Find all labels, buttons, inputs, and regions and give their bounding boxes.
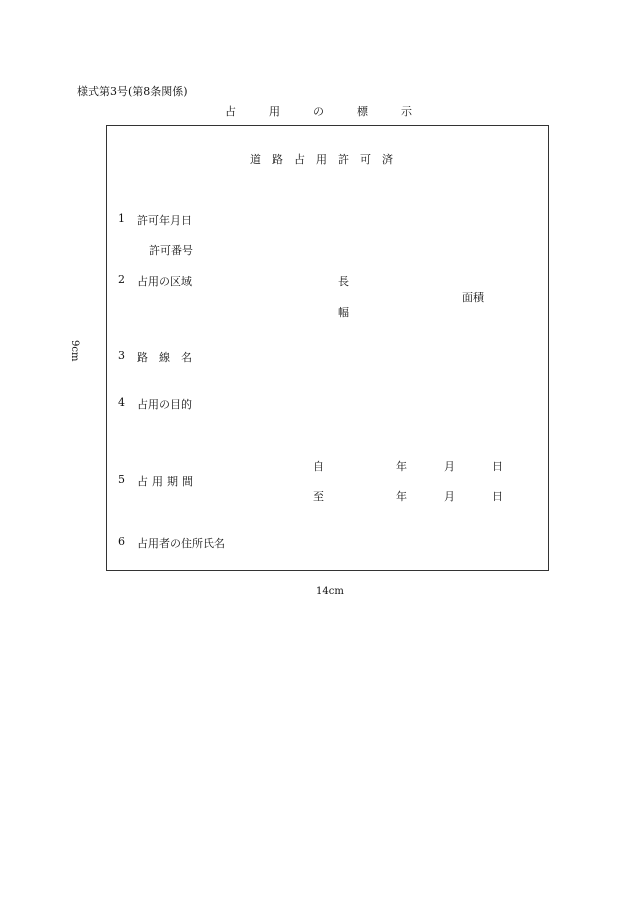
page-title-char: 用 xyxy=(269,105,280,118)
length-label: 長 xyxy=(338,275,349,288)
page-title xyxy=(225,103,445,119)
item4-number: 4 xyxy=(118,396,125,409)
from-day-label: 日 xyxy=(492,460,503,473)
sign-title-char: 道 xyxy=(250,153,261,166)
sign-board-frame xyxy=(106,125,549,571)
width-dimension-label: 14cm xyxy=(316,586,344,597)
item4-label: 占用の目的 xyxy=(137,398,192,411)
item6-number: 6 xyxy=(118,535,125,548)
from-year-label: 年 xyxy=(396,460,407,473)
page-title-char: 示 xyxy=(401,105,412,118)
sign-title-char: 路 xyxy=(272,153,283,166)
page-title-char: の xyxy=(313,105,324,118)
sign-title-char: 占 xyxy=(294,153,305,166)
item5-label xyxy=(137,473,197,489)
sign-title-char: 用 xyxy=(316,153,327,166)
width-label: 幅 xyxy=(338,306,349,319)
item3-label-char: 路 xyxy=(137,351,148,364)
from-label: 自 xyxy=(313,460,324,473)
item5-number: 5 xyxy=(118,473,125,486)
item3-label xyxy=(137,349,203,365)
item1-number: 1 xyxy=(118,212,125,225)
item1-label: 許可年月日 xyxy=(137,214,192,227)
from-month-label: 月 xyxy=(444,460,455,473)
to-day-label: 日 xyxy=(492,490,503,503)
item2-label: 占用の区域 xyxy=(137,275,192,288)
sign-title-char: 許 xyxy=(338,153,349,166)
form-number-label: 様式第3号(第8条関係) xyxy=(77,85,188,98)
to-label: 至 xyxy=(313,490,324,503)
page-title-char: 標 xyxy=(357,105,368,118)
item3-label-char: 線 xyxy=(159,351,170,364)
area-label: 面積 xyxy=(462,291,484,304)
to-month-label: 月 xyxy=(444,490,455,503)
item2-number: 2 xyxy=(118,273,125,286)
item3-number: 3 xyxy=(118,349,125,362)
to-year-label: 年 xyxy=(396,490,407,503)
sign-title-char: 可 xyxy=(360,153,371,166)
item5-label-char: 用 xyxy=(152,475,163,488)
height-dimension-label: 9cm xyxy=(69,340,80,362)
item6-label: 占用者の住所氏名 xyxy=(137,537,225,550)
item3-label-char: 名 xyxy=(181,351,192,364)
item1-sub-label: 許可番号 xyxy=(149,244,193,257)
sign-title xyxy=(250,151,404,167)
item5-label-char: 期 xyxy=(167,475,178,488)
page-title-char: 占 xyxy=(225,105,236,118)
item5-label-char: 間 xyxy=(182,475,193,488)
item5-label-char: 占 xyxy=(137,475,148,488)
sign-title-char: 済 xyxy=(382,153,393,166)
